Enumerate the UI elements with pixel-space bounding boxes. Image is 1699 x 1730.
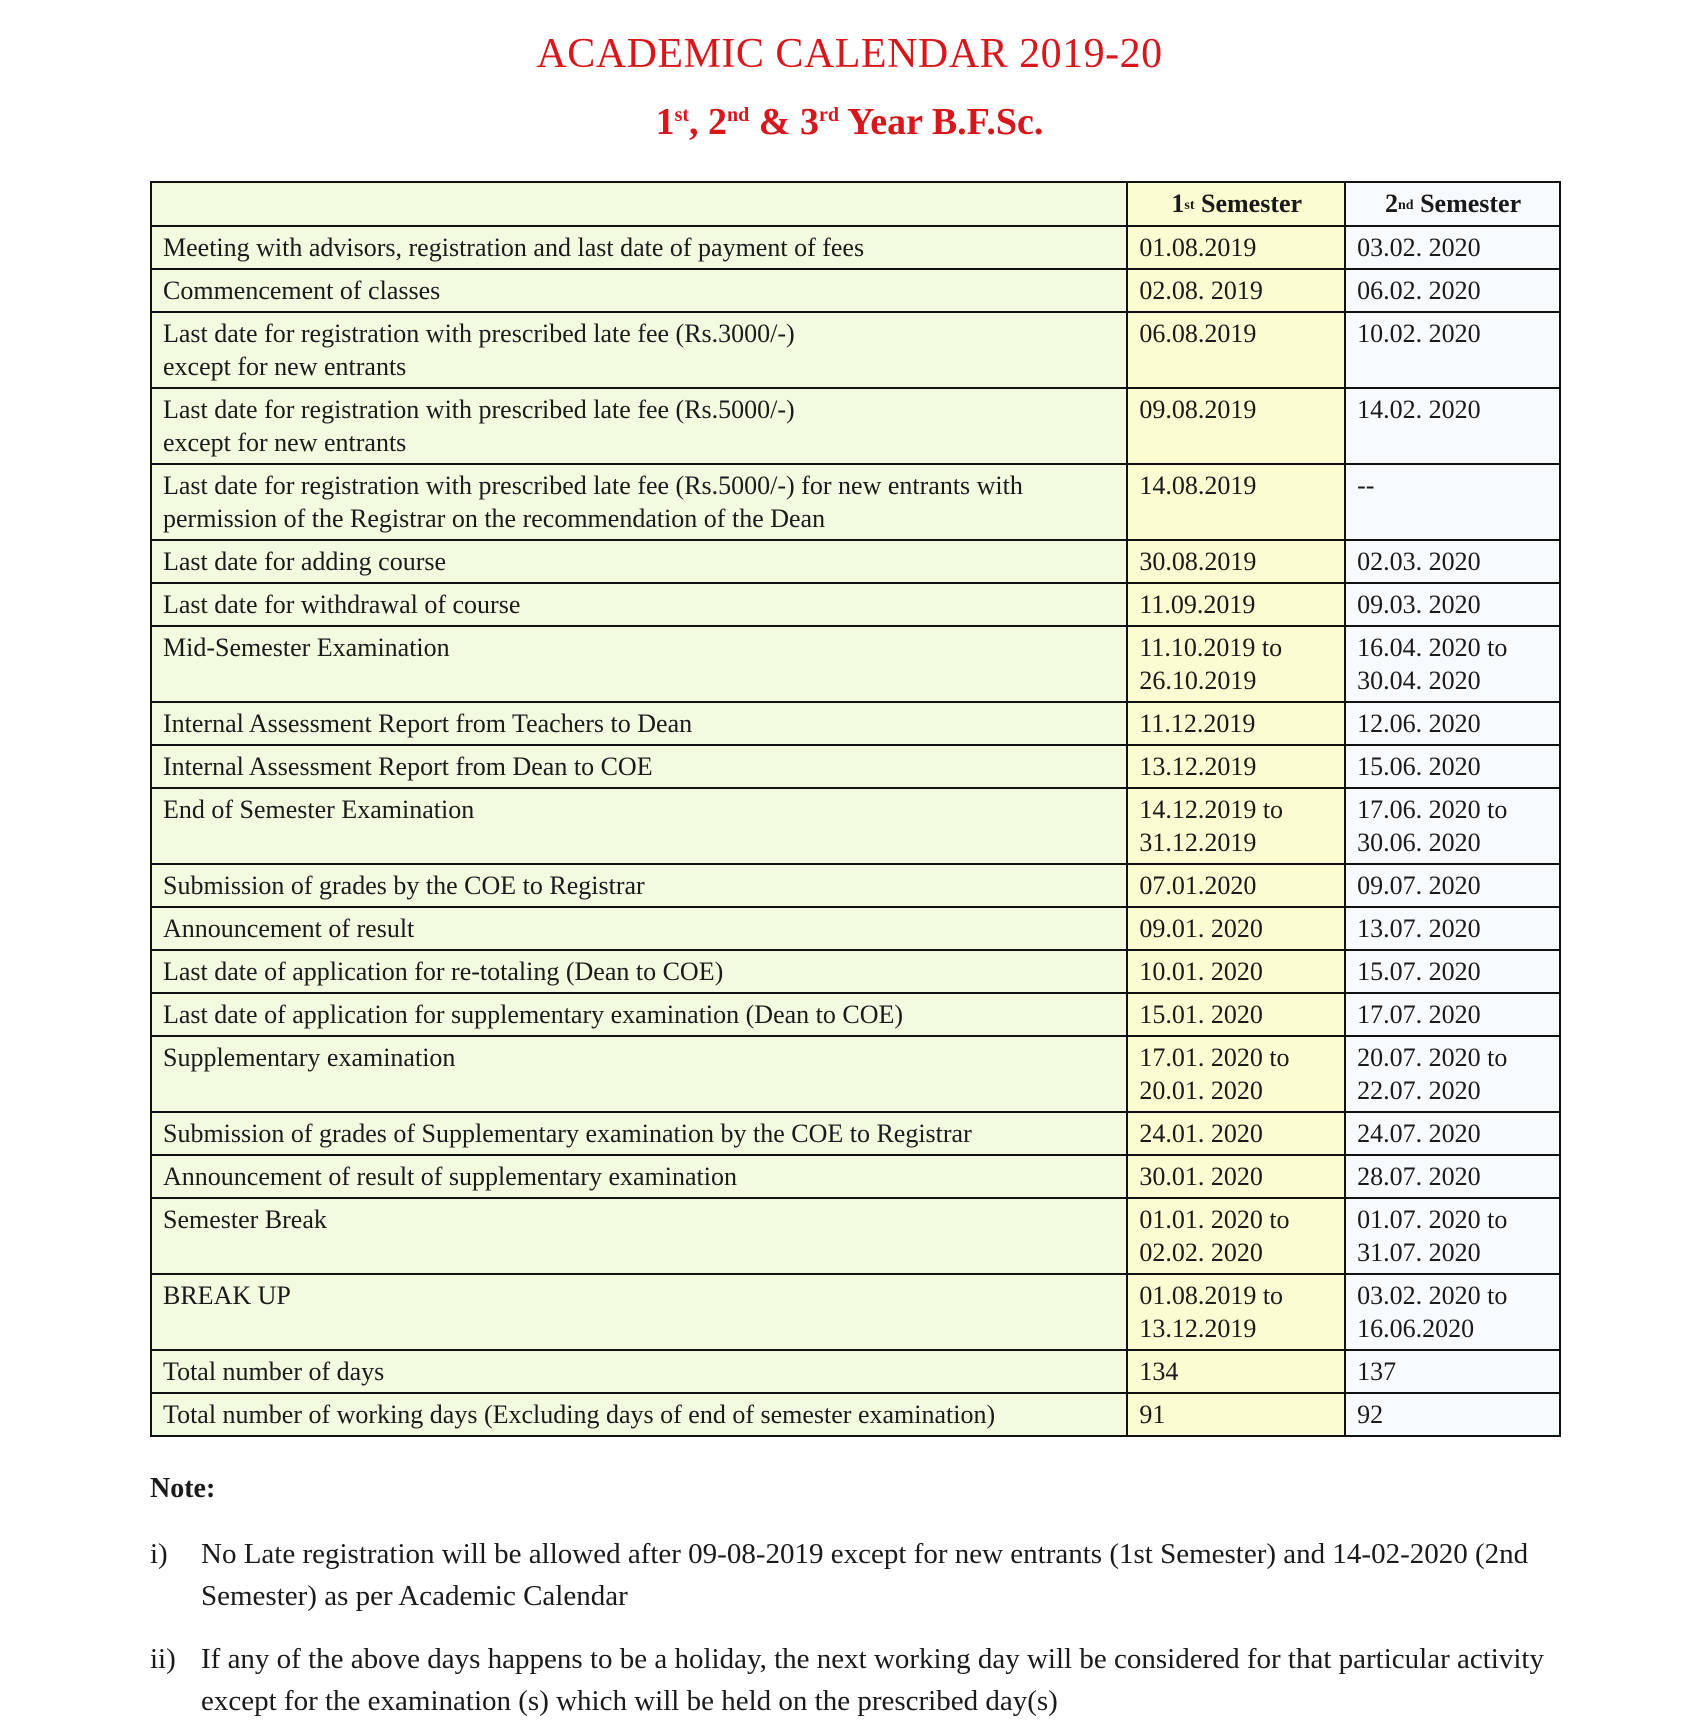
sem1-cell-line: 30.08.2019 bbox=[1139, 547, 1257, 576]
sem1-cell bbox=[1127, 993, 1345, 1036]
sem2-cell bbox=[1345, 583, 1560, 626]
page-subtitle: 1st, 2nd & 3rd Year B.F.Sc. bbox=[655, 101, 1044, 143]
sem1-cell-line: 26.10.2019 bbox=[1139, 666, 1257, 695]
sem1-cell-line: 14.08.2019 bbox=[1139, 471, 1257, 500]
table-row bbox=[151, 226, 1560, 269]
sem2-cell-line: 28.07. 2020 bbox=[1357, 1162, 1481, 1191]
activity-cell bbox=[151, 583, 1127, 626]
activity-cell bbox=[151, 1112, 1127, 1155]
activity-cell-line: Last date of application for re-totaling (Dean to COE) bbox=[163, 957, 724, 986]
sem1-cell bbox=[1127, 1274, 1345, 1350]
sem2-cell bbox=[1345, 226, 1560, 269]
activity-cell-line: permission of the Registrar on the recommendation of the Dean bbox=[163, 504, 826, 533]
sem1-cell bbox=[1127, 583, 1345, 626]
sem1-cell-line: 01.08.2019 to bbox=[1139, 1281, 1284, 1310]
table-row bbox=[151, 583, 1560, 626]
table-row bbox=[151, 1198, 1560, 1274]
sem2-cell-line: 92 bbox=[1357, 1400, 1384, 1429]
activity-cell bbox=[151, 464, 1127, 540]
sem1-cell bbox=[1127, 788, 1345, 864]
sem1-cell bbox=[1127, 464, 1345, 540]
sem2-cell bbox=[1345, 1274, 1560, 1350]
activity-cell-line: Announcement of result of supplementary examination bbox=[163, 1162, 738, 1191]
sem1-header-label: Semester bbox=[1201, 189, 1303, 218]
sem1-cell bbox=[1127, 540, 1345, 583]
sem2-cell-line: 06.02. 2020 bbox=[1357, 276, 1481, 305]
activity-cell-line: Last date for adding course bbox=[163, 547, 447, 576]
activity-cell-line: Submission of grades by the COE to Registrar bbox=[163, 871, 645, 900]
sem1-cell-line: 13.12.2019 bbox=[1139, 1314, 1257, 1343]
sem1-cell-line: 24.01. 2020 bbox=[1139, 1119, 1263, 1148]
sem2-cell-line: 02.03. 2020 bbox=[1357, 547, 1481, 576]
activity-cell-line: Meeting with advisors, registration and last date of payment of fees bbox=[163, 233, 865, 262]
sem1-cell-line: 11.12.2019 bbox=[1139, 709, 1256, 738]
sem2-cell bbox=[1345, 1112, 1560, 1155]
sem2-cell bbox=[1345, 993, 1560, 1036]
activity-cell bbox=[151, 864, 1127, 907]
activity-cell-line: Submission of grades of Supplementary examination by the COE to Registrar bbox=[163, 1119, 972, 1148]
sem1-cell bbox=[1127, 1393, 1345, 1436]
table-row bbox=[151, 907, 1560, 950]
sem2-cell-line: 16.06.2020 bbox=[1357, 1314, 1475, 1343]
sem2-cell bbox=[1345, 388, 1560, 464]
activity-cell bbox=[151, 993, 1127, 1036]
activity-cell-line: Announcement of result bbox=[163, 914, 415, 943]
sem2-cell bbox=[1345, 1155, 1560, 1198]
activity-cell bbox=[151, 1274, 1127, 1350]
activity-cell bbox=[151, 1350, 1127, 1393]
sem2-cell bbox=[1345, 702, 1560, 745]
note-item bbox=[150, 1533, 1565, 1617]
activity-cell-line: Internal Assessment Report from Teachers to Dean bbox=[163, 709, 693, 738]
activity-cell-line: Last date for registration with prescribed late fee (Rs.3000/-) bbox=[163, 319, 795, 348]
sem1-cell-line: 13.12.2019 bbox=[1139, 752, 1257, 781]
activity-cell bbox=[151, 788, 1127, 864]
activity-cell-line: Last date for registration with prescribed late fee (Rs.5000/-) for new entrants with bbox=[163, 471, 1023, 500]
sem1-header-cell bbox=[1127, 182, 1345, 226]
sem2-cell bbox=[1345, 907, 1560, 950]
sem1-cell bbox=[1127, 864, 1345, 907]
sem2-header-sup: nd bbox=[1398, 198, 1414, 213]
subtitle-year2: 2 bbox=[708, 101, 728, 143]
sem2-cell bbox=[1345, 745, 1560, 788]
table-row bbox=[151, 312, 1560, 388]
table-header-row bbox=[151, 182, 1560, 226]
sem1-cell-line: 02.08. 2019 bbox=[1139, 276, 1263, 305]
activity-cell-line: Supplementary examination bbox=[163, 1043, 456, 1072]
activity-cell bbox=[151, 226, 1127, 269]
note-number: ii) bbox=[150, 1643, 176, 1675]
activity-cell bbox=[151, 1198, 1127, 1274]
sem2-cell-line: 22.07. 2020 bbox=[1357, 1076, 1481, 1105]
sem1-cell bbox=[1127, 388, 1345, 464]
sem2-cell-line: 15.06. 2020 bbox=[1357, 752, 1481, 781]
sem1-cell-line: 01.01. 2020 to bbox=[1139, 1205, 1290, 1234]
table-row bbox=[151, 388, 1560, 464]
subtitle-rest: Year B.F.Sc. bbox=[847, 101, 1044, 143]
note-item bbox=[150, 1638, 1565, 1722]
sem2-cell-line: 24.07. 2020 bbox=[1357, 1119, 1481, 1148]
note-label: Note: bbox=[150, 1473, 216, 1504]
activity-cell bbox=[151, 702, 1127, 745]
sem2-cell-line: 09.03. 2020 bbox=[1357, 590, 1481, 619]
table-row bbox=[151, 269, 1560, 312]
table-row bbox=[151, 1112, 1560, 1155]
sem2-cell-line: 16.04. 2020 to bbox=[1357, 633, 1508, 662]
sem1-cell-line: 10.01. 2020 bbox=[1139, 957, 1263, 986]
sem1-cell-line: 30.01. 2020 bbox=[1139, 1162, 1263, 1191]
sem1-cell-line: 07.01.2020 bbox=[1139, 871, 1257, 900]
sem1-cell-line: 134 bbox=[1139, 1357, 1179, 1386]
table-row bbox=[151, 788, 1560, 864]
sem1-cell bbox=[1127, 907, 1345, 950]
activity-cell-line: Semester Break bbox=[163, 1205, 327, 1234]
activity-cell-line: Total number of days bbox=[163, 1357, 385, 1386]
subtitle-year3: 3 bbox=[799, 101, 819, 143]
sem2-cell bbox=[1345, 788, 1560, 864]
sem2-header-num: 2 bbox=[1385, 189, 1398, 218]
sem1-cell bbox=[1127, 1155, 1345, 1198]
activity-cell-line: Last date for registration with prescribed late fee (Rs.5000/-) bbox=[163, 395, 795, 424]
sem1-cell bbox=[1127, 745, 1345, 788]
sem2-cell-line: 01.07. 2020 to bbox=[1357, 1205, 1508, 1234]
sem1-cell-line: 01.08.2019 bbox=[1139, 233, 1257, 262]
activity-cell-line: except for new entrants bbox=[163, 352, 407, 381]
sem2-header-cell bbox=[1345, 182, 1560, 226]
activity-cell bbox=[151, 907, 1127, 950]
calendar-table bbox=[150, 181, 1561, 1437]
sem1-cell bbox=[1127, 1198, 1345, 1274]
table-row bbox=[151, 1155, 1560, 1198]
sem1-cell bbox=[1127, 950, 1345, 993]
table-row bbox=[151, 950, 1560, 993]
sem1-cell bbox=[1127, 312, 1345, 388]
sem1-cell-line: 20.01. 2020 bbox=[1139, 1076, 1263, 1105]
activity-cell bbox=[151, 312, 1127, 388]
sem2-cell bbox=[1345, 464, 1560, 540]
activity-cell-line: Internal Assessment Report from Dean to COE bbox=[163, 752, 653, 781]
sem2-cell bbox=[1345, 950, 1560, 993]
sem1-cell-line: 17.01. 2020 to bbox=[1139, 1043, 1290, 1072]
sem2-cell bbox=[1345, 864, 1560, 907]
activity-cell bbox=[151, 1036, 1127, 1112]
activity-cell bbox=[151, 626, 1127, 702]
sem2-cell bbox=[1345, 1393, 1560, 1436]
note-number: i) bbox=[150, 1538, 168, 1570]
table-row bbox=[151, 1350, 1560, 1393]
sem2-cell bbox=[1345, 1198, 1560, 1274]
table-row bbox=[151, 1036, 1560, 1112]
sem1-cell-line: 15.01. 2020 bbox=[1139, 1000, 1263, 1029]
sem1-header-sup: st bbox=[1184, 198, 1195, 213]
note-text: No Late registration will be allowed after 09-08-2019 except for new entrants (1st Semester) and 14-02-2020 (2nd Semester) as per Academic Calendar bbox=[201, 1538, 1529, 1612]
table-row bbox=[151, 464, 1560, 540]
activity-cell bbox=[151, 269, 1127, 312]
subtitle-year1-sup: st bbox=[674, 104, 690, 126]
activity-cell bbox=[151, 950, 1127, 993]
activity-cell bbox=[151, 540, 1127, 583]
activity-cell bbox=[151, 745, 1127, 788]
activity-cell bbox=[151, 1393, 1127, 1436]
sem1-cell bbox=[1127, 702, 1345, 745]
sem2-cell bbox=[1345, 312, 1560, 388]
sem1-cell-line: 11.10.2019 to bbox=[1139, 633, 1283, 662]
sem2-cell bbox=[1345, 269, 1560, 312]
sem2-cell-line: 14.02. 2020 bbox=[1357, 395, 1481, 424]
sem1-cell-line: 06.08.2019 bbox=[1139, 319, 1257, 348]
activity-cell-line: Mid-Semester Examination bbox=[163, 633, 450, 662]
subtitle-year3-sup: rd bbox=[818, 104, 839, 126]
sem2-cell-line: 15.07. 2020 bbox=[1357, 957, 1481, 986]
sem2-cell-line: -- bbox=[1357, 471, 1375, 500]
activity-cell bbox=[151, 1155, 1127, 1198]
sem1-cell-line: 02.02. 2020 bbox=[1139, 1238, 1263, 1267]
activity-header-cell bbox=[151, 182, 1127, 226]
note-text: If any of the above days happens to be a holiday, the next working day will be considered for that particular activity except for the examination (s) which will be held on the prescribed day(s) bbox=[201, 1643, 1544, 1717]
table-row bbox=[151, 993, 1560, 1036]
sem1-cell bbox=[1127, 1036, 1345, 1112]
sem1-cell bbox=[1127, 626, 1345, 702]
table-row bbox=[151, 864, 1560, 907]
subtitle-year1: 1 bbox=[655, 101, 675, 143]
sem2-cell-line: 03.02. 2020 bbox=[1357, 233, 1481, 262]
sem1-cell bbox=[1127, 1350, 1345, 1393]
sem2-header-label: Semester bbox=[1420, 189, 1522, 218]
sem1-cell bbox=[1127, 1112, 1345, 1155]
sem2-cell-line: 30.06. 2020 bbox=[1357, 828, 1481, 857]
subtitle-amp: & bbox=[758, 101, 791, 143]
sem2-cell-line: 137 bbox=[1357, 1357, 1397, 1386]
table-row bbox=[151, 626, 1560, 702]
sem2-cell-line: 09.07. 2020 bbox=[1357, 871, 1481, 900]
table-row bbox=[151, 1274, 1560, 1350]
sem2-cell bbox=[1345, 540, 1560, 583]
sem1-cell-line: 14.12.2019 to bbox=[1139, 795, 1284, 824]
page-title: ACADEMIC CALENDAR 2019-20 bbox=[536, 31, 1163, 77]
sem1-cell-line: 91 bbox=[1139, 1400, 1166, 1429]
sem2-cell-line: 20.07. 2020 to bbox=[1357, 1043, 1508, 1072]
sem1-cell-line: 09.01. 2020 bbox=[1139, 914, 1263, 943]
sem1-header-num: 1 bbox=[1171, 189, 1185, 218]
activity-cell-line: Commencement of classes bbox=[163, 276, 441, 305]
sem2-cell-line: 13.07. 2020 bbox=[1357, 914, 1481, 943]
table-row bbox=[151, 702, 1560, 745]
sem2-cell-line: 10.02. 2020 bbox=[1357, 319, 1481, 348]
activity-cell-line: Last date of application for supplementary examination (Dean to COE) bbox=[163, 1000, 904, 1029]
table-row bbox=[151, 745, 1560, 788]
activity-cell-line: End of Semester Examination bbox=[163, 795, 475, 824]
table-row bbox=[151, 1393, 1560, 1436]
activity-cell-line: Total number of working days (Excluding days of end of semester examination) bbox=[163, 1400, 996, 1429]
sem2-cell-line: 30.04. 2020 bbox=[1357, 666, 1481, 695]
sem2-cell bbox=[1345, 1036, 1560, 1112]
sem2-cell bbox=[1345, 1350, 1560, 1393]
sem2-cell-line: 03.02. 2020 to bbox=[1357, 1281, 1508, 1310]
sem1-cell-line: 11.09.2019 bbox=[1139, 590, 1256, 619]
sem1-cell-line: 31.12.2019 bbox=[1139, 828, 1257, 857]
sem2-cell-line: 12.06. 2020 bbox=[1357, 709, 1481, 738]
sem1-cell-line: 09.08.2019 bbox=[1139, 395, 1257, 424]
activity-cell-line: BREAK UP bbox=[163, 1281, 291, 1310]
subtitle-year2-sup: nd bbox=[727, 104, 750, 126]
activity-cell-line: except for new entrants bbox=[163, 428, 407, 457]
sem2-cell-line: 17.07. 2020 bbox=[1357, 1000, 1481, 1029]
sem2-cell-line: 17.06. 2020 to bbox=[1357, 795, 1508, 824]
activity-cell bbox=[151, 388, 1127, 464]
sem1-cell bbox=[1127, 226, 1345, 269]
table-row bbox=[151, 540, 1560, 583]
activity-cell-line: Last date for withdrawal of course bbox=[163, 590, 521, 619]
sem1-cell bbox=[1127, 269, 1345, 312]
sem2-cell-line: 31.07. 2020 bbox=[1357, 1238, 1481, 1267]
sem2-cell bbox=[1345, 626, 1560, 702]
